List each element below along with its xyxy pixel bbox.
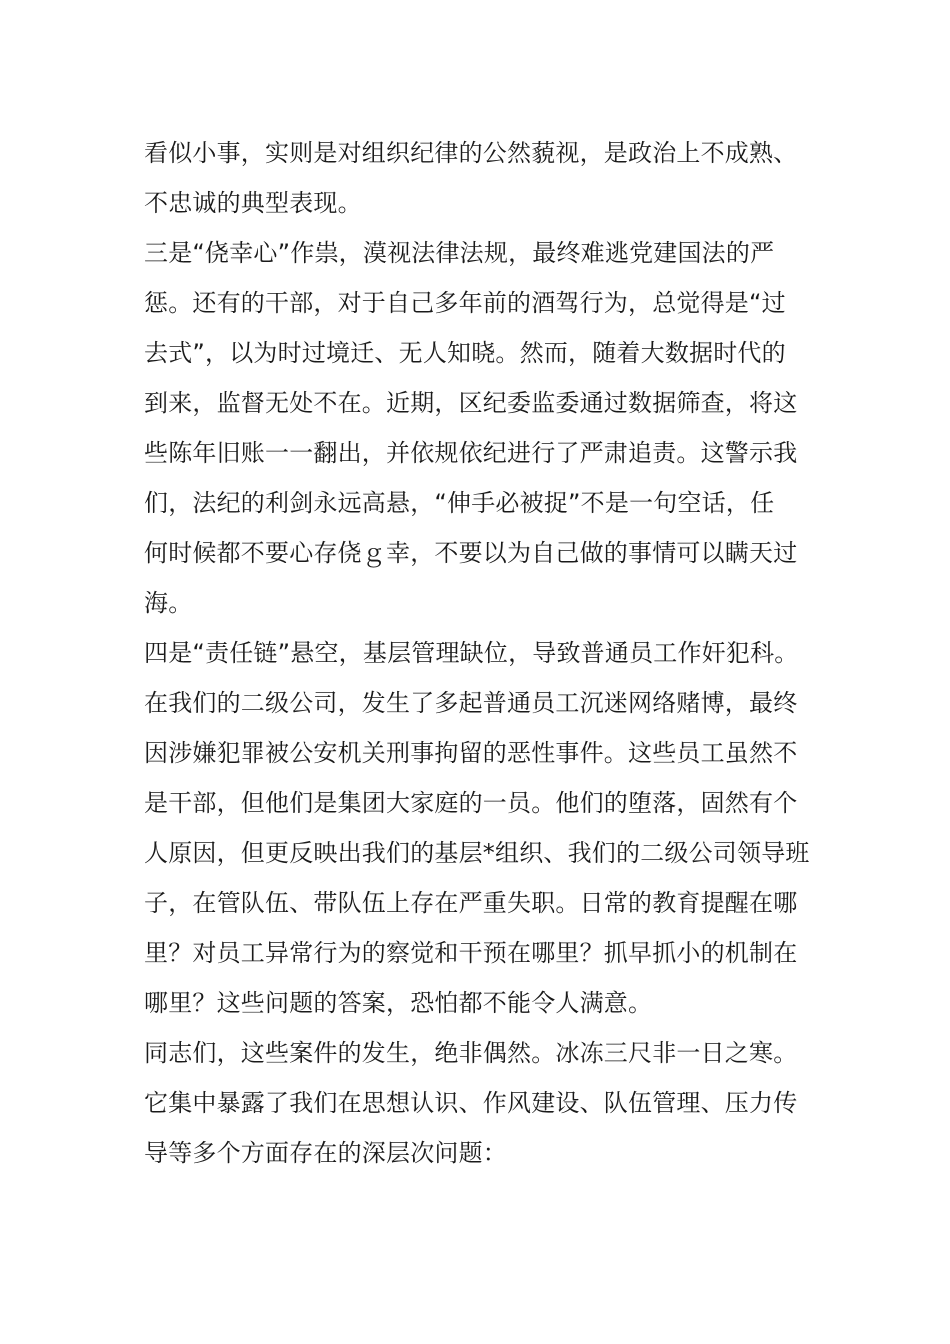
paragraph-4	[144, 1028, 814, 1178]
text-line: 去式”，以为时过境迁、无人知晓。然而，随着大数据时代的	[144, 339, 786, 367]
paragraph-1	[144, 128, 814, 228]
text-line: 何时候都不要心存侥ｇ幸，不要以为自己做的事情可以瞒天过	[144, 539, 798, 567]
text-line: 在我们的二级公司，发生了多起普通员工沉迷网络赌博，最终	[144, 689, 798, 717]
paragraph-3	[144, 628, 814, 1028]
text-line: 它集中暴露了我们在思想认识、作风建设、队伍管理、压力传	[144, 1089, 798, 1117]
text-line: 导等多个方面存在的深层次问题：	[144, 1139, 507, 1167]
text-line: 哪里？这些问题的答案，恐怕都不能令人满意。	[144, 989, 653, 1017]
text-line: 是干部，但他们是集团大家庭的一员。他们的堕落，固然有个	[144, 789, 798, 817]
text-line: 四是“责任链”悬空，基层管理缺位，导致普通员工作奸犯科。	[144, 639, 799, 667]
paragraph-2	[144, 228, 814, 628]
text-line: 惩。还有的干部，对于自己多年前的酒驾行为，总觉得是“过	[144, 289, 786, 317]
text-line: 里？对员工异常行为的察觉和干预在哪里？抓早抓小的机制在	[144, 939, 798, 967]
text-line: 人原因，但更反映出我们的基层*组织、我们的二级公司领导班	[144, 839, 810, 867]
text-line: 三是“侥幸心”作祟，漠视法律法规，最终难逃党建国法的严	[144, 239, 775, 267]
document-body	[144, 128, 814, 1178]
text-line: 到来，监督无处不在。近期，区纪委监委通过数据筛查，将这	[144, 389, 798, 417]
text-line: 不忠诚的典型表现。	[144, 189, 362, 217]
text-line: 们，法纪的利剑永远高悬，“伸手必被捉”不是一句空话，任	[144, 489, 775, 517]
text-line: 因涉嫌犯罪被公安机关刑事拘留的恶性事件。这些员工虽然不	[144, 739, 798, 767]
text-line: 看似小事，实则是对组织纪律的公然藐视，是政治上不成熟、	[144, 139, 798, 167]
text-line: 些陈年旧账一一翻出，并依规依纪进行了严肃追责。这警示我	[144, 439, 798, 467]
text-line: 同志们，这些案件的发生，绝非偶然。冰冻三尺非一日之寒。	[144, 1039, 798, 1067]
text-line: 海。	[144, 589, 193, 617]
text-line: 子，在管队伍、带队伍上存在严重失职。日常的教育提醒在哪	[144, 889, 798, 917]
